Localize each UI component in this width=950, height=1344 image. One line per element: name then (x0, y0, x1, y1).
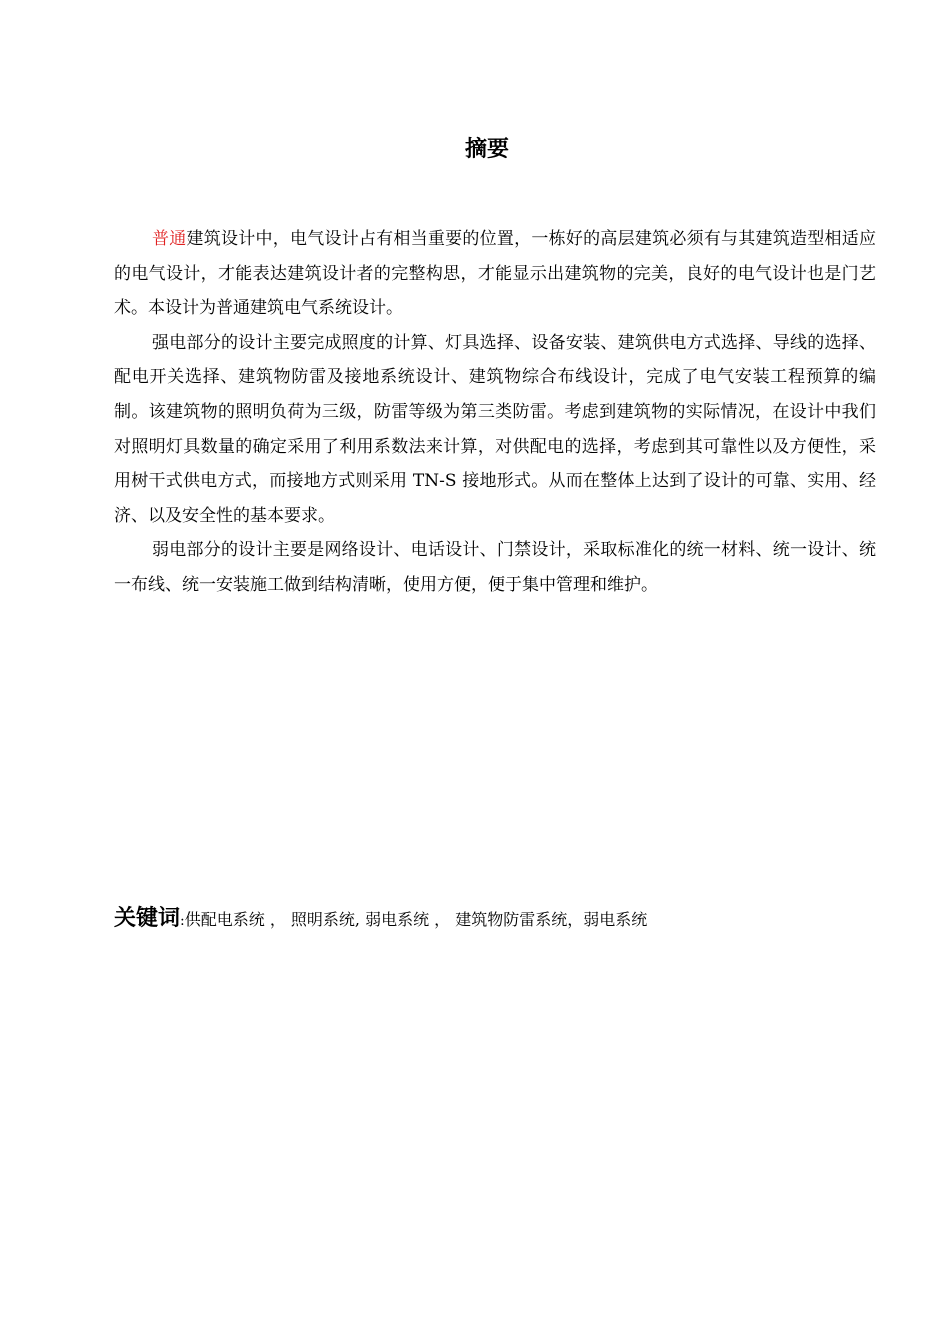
page-title: 摘要 (464, 137, 509, 162)
keywords-text: 供配电系统 ， 照明系统, 弱电系统 ， 建筑物防雷系统，弱电系统 (184, 910, 648, 929)
keywords-line (114, 901, 876, 939)
paragraph-1-text: 建筑设计中，电气设计占有相当重要的位置，一栋好的高层建筑必须有与其建筑造型相适应的电气设计，才能表达建筑设计者的完整构思，才能显示出建筑物的完美，良好的电气设计也是门艺术。本设计为普通建筑电气系统设计。 (114, 229, 877, 319)
abstract-paragraph-3: 弱电部分的设计主要是网络设计、电话设计、门禁设计，采取标准化的统一材料、统一设计、统一布线、统一安装施工做到结构清晰，使用方便，便于集中管理和维护。 (114, 540, 876, 595)
keywords-label: 关键词 (114, 906, 181, 931)
highlighted-text: 普通 (152, 229, 187, 249)
abstract-body (114, 222, 876, 603)
keywords-colon: : (180, 913, 185, 929)
abstract-paragraph-2: 强电部分的设计主要完成照度的计算、灯具选择、设备安装、建筑供电方式选择、导线的选择、配电开关选择、建筑物防雷及接地系统设计、建筑物综合布线设计，完成了电气安装工程预算的编制。该建筑物的照明负荷为三级，防雷等级为第三类防雷。考虑到建筑物的实际情况，在设计中我们对照明灯具数量的确定采用了利用系数法来计算，对供配电的选择，考虑到其可靠性以及方便性，采用树干式供电方式，而接地方式则采用 TN-S 接地形式。从而在整体上达到了设计的可靠、实用、经济、以及安全性的基本要求。 (114, 332, 876, 526)
abstract-paragraph-1 (114, 222, 876, 326)
